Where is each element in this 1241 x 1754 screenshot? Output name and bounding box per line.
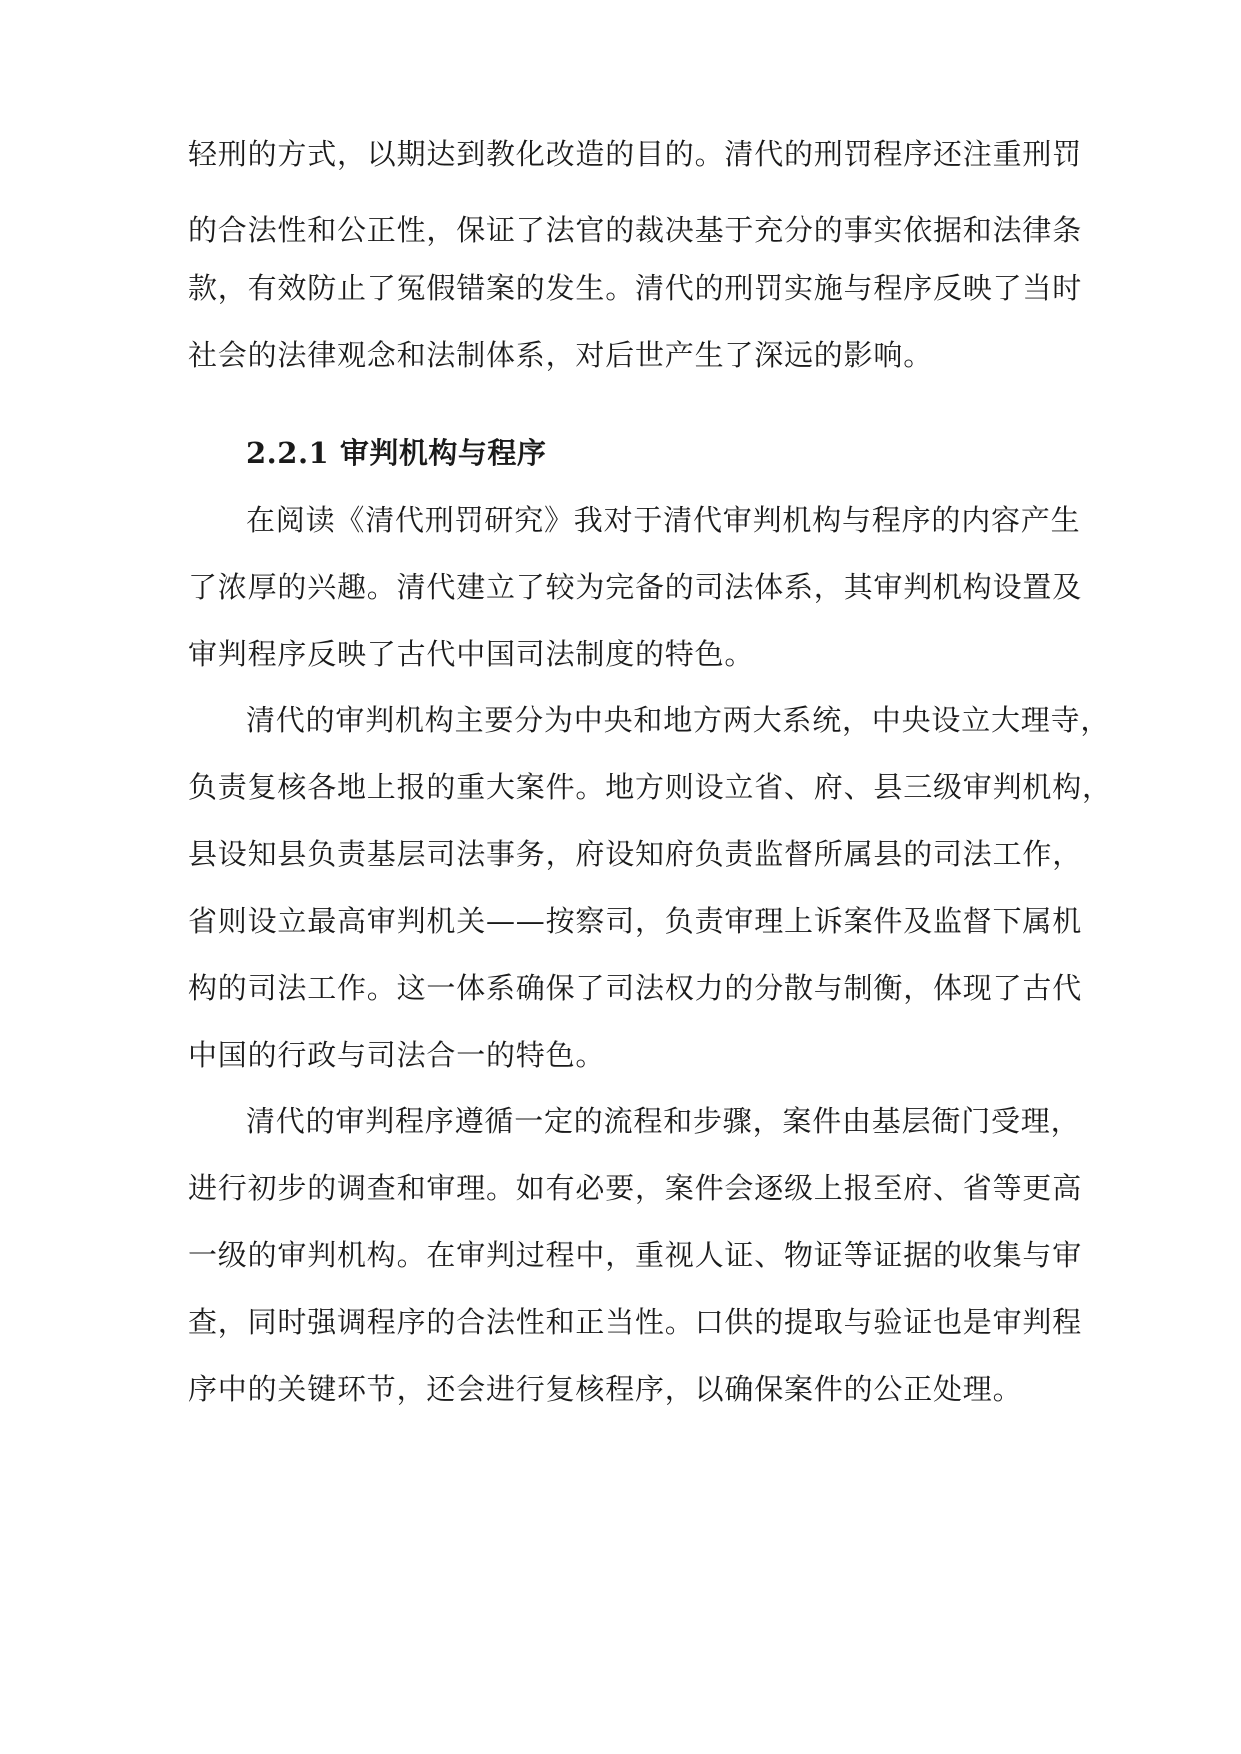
paragraph2-line-2: 负责复核各地上报的重大案件。地方则设立省、府、县三级审判机构， <box>188 770 1112 804</box>
paragraph3-line-3: 一级的审判机构。在审判过程中，重视人证、物证等证据的收集与审 <box>188 1238 1083 1272</box>
paragraph2-line-6: 中国的行政与司法合一的特色。 <box>188 1038 606 1072</box>
intro-line-1: 轻刑的方式，以期达到教化改造的目的。清代的刑罚程序还注重刑罚 <box>188 137 1083 171</box>
intro-line-4: 社会的法律观念和法制体系，对后世产生了深远的影响。 <box>188 338 934 372</box>
paragraph3-line-1: 清代的审判程序遵循一定的流程和步骤，案件由基层衙门受理， <box>246 1104 1081 1138</box>
paragraph1-line-1: 在阅读《清代刑罚研究》我对于清代审判机构与程序的内容产生 <box>246 503 1081 537</box>
paragraph2-line-4: 省则设立最高审判机关——按察司，负责审理上诉案件及监督下属机 <box>188 904 1083 938</box>
paragraph1-line-2: 了浓厚的兴趣。清代建立了较为完备的司法体系，其审判机构设置及 <box>188 570 1083 604</box>
paragraph2-line-1: 清代的审判机构主要分为中央和地方两大系统，中央设立大理寺， <box>246 703 1111 737</box>
paragraph2-line-3: 县设知县负责基层司法事务，府设知府负责监督所属县的司法工作， <box>188 837 1083 871</box>
intro-line-3: 款，有效防止了冤假错案的发生。清代的刑罚实施与程序反映了当时 <box>188 271 1083 305</box>
paragraph3-line-5: 序中的关键环节，还会进行复核程序，以确保案件的公正处理。 <box>188 1372 1023 1406</box>
paragraph1-line-3: 审判程序反映了古代中国司法制度的特色。 <box>188 637 755 671</box>
paragraph3-line-2: 进行初步的调查和审理。如有必要，案件会逐级上报至府、省等更高 <box>188 1171 1083 1205</box>
intro-line-2: 的合法性和公正性，保证了法官的裁决基于充分的事实依据和法律条 <box>188 213 1083 247</box>
section-heading: 2.2.1 审判机构与程序 <box>246 436 547 470</box>
paragraph3-line-4: 查，同时强调程序的合法性和正当性。口供的提取与验证也是审判程 <box>188 1305 1083 1339</box>
paragraph2-line-5: 构的司法工作。这一体系确保了司法权力的分散与制衡，体现了古代 <box>188 971 1083 1005</box>
